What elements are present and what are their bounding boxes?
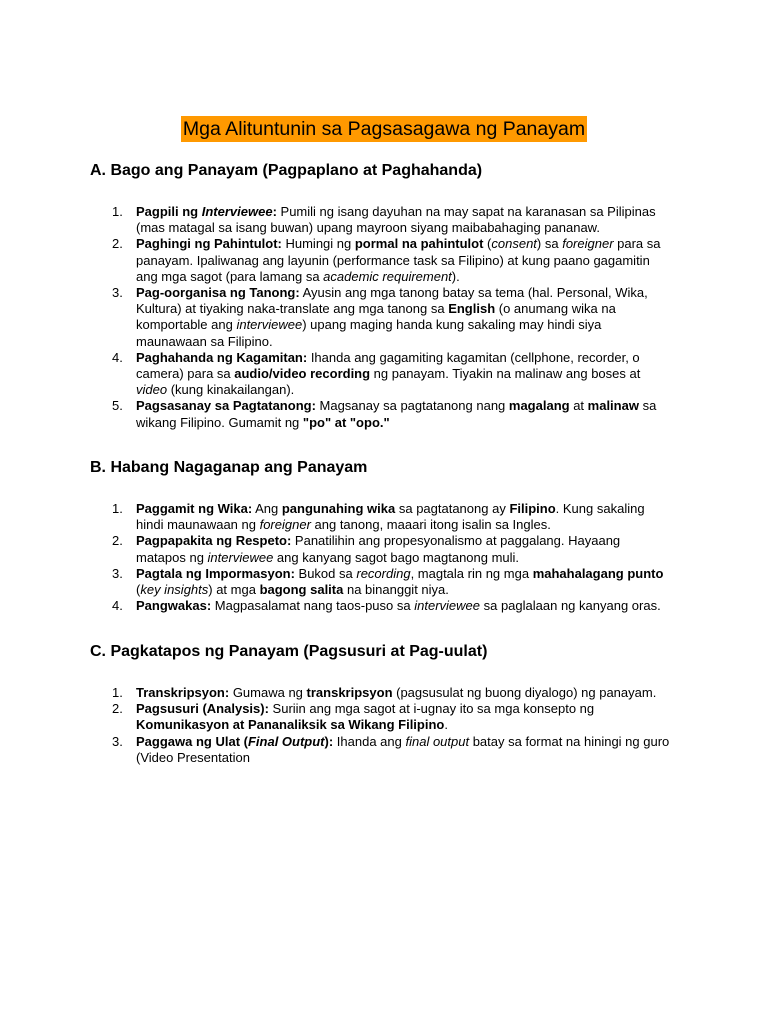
italic-text: consent [491,236,537,252]
body-text: . [444,717,448,733]
body-text: (pagsusulat ng buong diyalogo) ng panayam. [392,685,657,700]
bold-text: Paghahanda ng Kagamitan: [136,349,308,365]
italic-text: final output [405,733,470,749]
body-text: Ayusin ang mga tanong batay sa tema (hal. Personal, Wika, Kultura) at tiyaking naka-translate ang mga tanong sa [136,285,648,317]
list-item [90,501,673,533]
section-before-interview [90,161,690,431]
italic-text: key insights [140,582,209,598]
list-item-number: 3. [112,733,123,749]
list-item-number: 2. [112,533,123,549]
list-item [90,204,673,236]
bold-text: pormal na pahintulot [354,236,484,252]
body-text: ( [483,236,492,252]
body-text: Magpasalamat nang taos-puso sa [211,598,415,614]
italic-text: recording [356,565,411,581]
bold-text: Pangwakas: [136,598,212,614]
list-item [90,398,673,430]
bold-text: English [448,301,496,317]
body-text: Magsanay sa pagtatanong nang [315,398,509,414]
italic-text: academic requirement [323,268,452,284]
italic-text: interviewee [414,598,480,614]
body-text: Panatilihin ang propesyonalismo at paggalang. Hayaang matapos ng [136,533,621,565]
bold-text: ): [324,733,334,749]
title-container [0,116,768,142]
list-item-number: 1. [112,501,123,516]
list-item [90,598,673,614]
body-text: sa pagtatanong ay [395,501,510,516]
bold-text: magalang [508,398,570,414]
numbered-list [90,685,690,766]
bold-text: Pagpili ng [136,204,202,219]
list-item-number: 4. [112,598,123,614]
list-item-number: 2. [112,701,123,717]
body-text: ) at mga [208,582,260,598]
bold-text: : [272,204,277,219]
list-item-number: 3. [112,285,123,301]
bold-text: pangunahing wika [281,501,396,516]
body-text: ang kanyang sagot bago magtanong muli. [273,549,520,565]
body-text: ng panayam. Tiyakin na malinaw ang boses at [370,366,641,382]
bold-text: Pagsusuri (Analysis): [136,701,269,717]
bold-text: Paggawa ng Ulat ( [136,733,248,749]
body-text: ) upang maging handa kung sakaling may hindi siya maunawaan sa Filipino. [136,317,602,349]
bold-text: Transkripsyon: [136,685,230,700]
section-heading: A. Bago ang Panayam (Pagpaplano at Paghahanda) [90,162,483,179]
list-item [90,701,673,733]
document-title: Mga Alituntunin sa Pagsasagawa ng Panayam [182,118,586,140]
italic-text: foreigner [259,517,311,533]
list-item [90,533,673,565]
body-text: Bukod sa [294,565,357,581]
bold-text: Pagtala ng Impormasyon: [136,565,295,581]
body-text: ) sa [536,236,563,252]
bold-italic-text: Final Output [247,733,325,749]
body-text: (kung kinakailangan). [167,382,295,398]
bold-text: Pagpapakita ng Respeto: [136,533,292,549]
bold-text: "po" at "opo." [302,414,390,430]
list-item-number: 4. [112,349,123,365]
bold-text: bagong salita [259,582,344,598]
bold-text: transkripsyon [306,685,393,700]
body-text: ). [451,268,460,284]
bold-text: Komunikasyon at Pananaliksik sa Wikang Filipino [136,717,445,733]
bold-text: audio/video recording [234,366,371,382]
bold-text: Paghingi ng Pahintulot: [136,236,282,252]
bold-text: Filipino [509,501,556,516]
italic-text: interviewee [236,317,303,333]
bold-text: Paggamit ng Wika: [136,501,253,516]
body-text: (o anumang wika na komportable ang [136,301,616,333]
body-text: ang tanong, maaari itong isalin sa Ingles. [310,517,551,533]
list-item [90,685,673,701]
body-text: Gumawa ng [229,685,307,700]
section-after-interview [90,642,690,766]
list-item-number: 1. [112,685,123,700]
list-item-number: 3. [112,565,123,581]
italic-text: foreigner [562,236,614,252]
list-item-number: 2. [112,236,123,252]
list-item [90,350,673,399]
body-text: . Kung sakaling hindi maunawaan ng [136,501,645,533]
list-item [90,236,673,285]
body-text: Ihanda ang gagamiting kagamitan (cellphone, recorder, o camera) para sa [136,349,640,382]
list-item-number: 1. [112,204,123,219]
list-item [90,285,673,350]
section-heading: B. Habang Nagaganap ang Panayam [90,459,368,476]
body-text: Suriin ang mga sagot at i-ugnay ito sa mga konsepto ng [268,701,595,717]
section-heading: C. Pagkatapos ng Panayam (Pagsusuri at Pag-uulat) [90,643,488,660]
bold-text: Pag-oorganisa ng Tanong: [136,285,300,301]
italic-text: interviewee [207,549,274,565]
body-text: at [569,398,588,414]
body-text: Ihanda ang [333,733,406,749]
bold-text: malinaw [587,398,639,414]
section-during-interview [90,458,690,614]
numbered-list [90,501,690,614]
body-text: ( [136,582,141,598]
italic-text: video [136,382,168,398]
body-text: Humingi ng [281,236,355,252]
list-item [90,734,673,766]
body-text: sa paglalaan ng kanyang oras. [480,598,661,614]
bold-text: Pagsasanay sa Pagtatanong: [136,398,316,414]
bold-italic-text: Interviewee [201,204,273,219]
bold-text: mahahalagang punto [532,565,664,581]
list-item [90,566,673,598]
body-text: Ang [252,501,282,516]
body-text: batay sa format na hiningi ng guro (Video Presentation [136,733,670,765]
body-text: na binanggit niya. [343,582,449,598]
body-text: Pumili ng isang dayuhan na may sapat na karanasan sa Pilipinas (mas matagal sa isang buwan) upang mayroon siyang maibabahaging pananaw. [136,204,656,236]
body-text: , magtala rin ng mga [410,565,533,581]
body-text: para sa panayam. Ipaliwanag ang layunin (performance task sa Filipino) at kung paano gagamitin ang mga sagot (para lamang sa [136,236,661,284]
list-item-number: 5. [112,398,123,414]
body-text: sa wikang Filipino. Gumamit ng [136,398,657,430]
numbered-list [90,204,690,431]
